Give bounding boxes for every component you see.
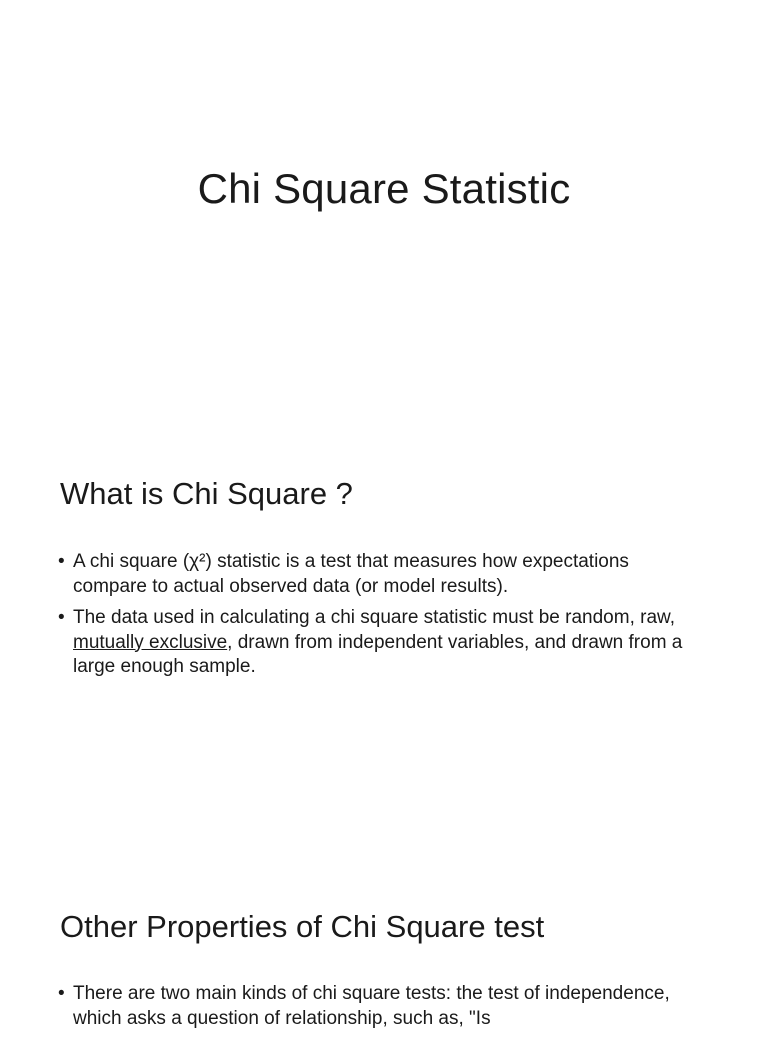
bullet-text: A chi square (χ²) statistic is a test that measures how expectations compare to actual observed data (or model results). <box>73 551 629 597</box>
slide-heading: What is Chi Square ? <box>60 476 353 511</box>
bullet-list <box>58 982 698 1038</box>
bullet-item <box>58 606 698 680</box>
content-slide-properties <box>0 864 768 1029</box>
bullet-list <box>58 550 698 687</box>
bullet-text: There are two main kinds of chi square tests: the test of independence, which asks a question of relationship, such as, "Is <box>73 983 670 1029</box>
content-slide-what-is <box>0 432 768 864</box>
bullet-symbol: • <box>58 983 65 1004</box>
slide-title: Chi Square Statistic <box>197 165 571 212</box>
title-slide <box>0 0 768 432</box>
bullet-text-start: The data used in calculating a chi square statistic must be random, raw, <box>73 607 675 628</box>
bullet-symbol: • <box>58 607 65 628</box>
bullet-item <box>58 550 698 599</box>
slide-heading: Other Properties of Chi Square test <box>60 909 545 944</box>
bullet-symbol: • <box>58 551 65 572</box>
mutually-exclusive-link[interactable]: mutually exclusive <box>73 631 228 653</box>
bullet-text-end: , drawn from independent variables, and drawn from a large enough sample. <box>73 631 683 677</box>
